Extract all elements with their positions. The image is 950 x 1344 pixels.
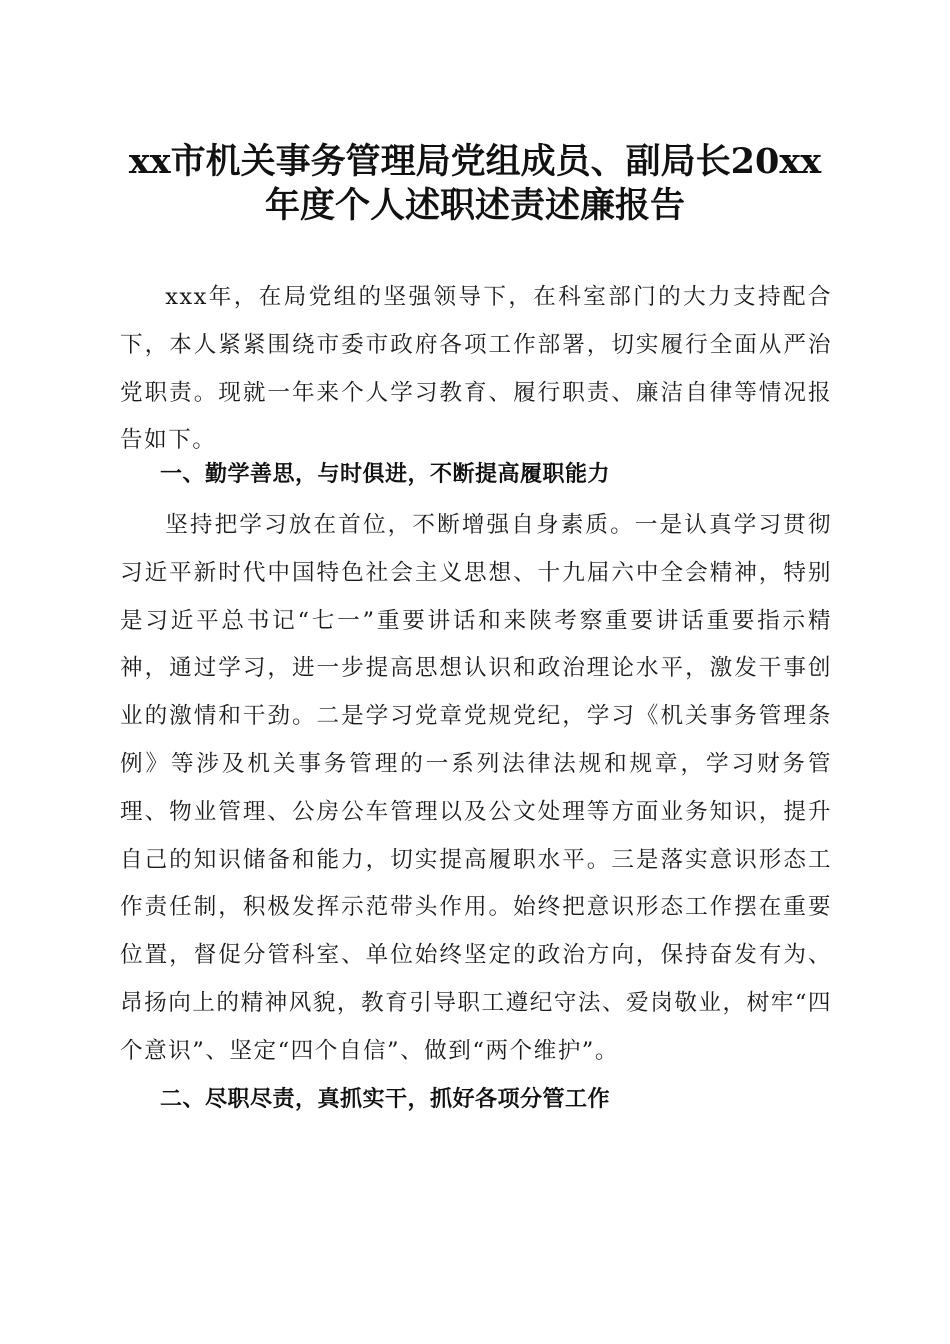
intro-paragraph: xxx年，在局党组的坚强领导下，在科室部门的大力支持配合下，本人紧紧围绕市委市政府各项工作部署，切实履行全面从严治党职责。现就一年来个人学习教育、履行职责、廉洁自律等情况报告如下。 <box>120 284 832 454</box>
section-2-heading: 二、尽职尽责，真抓实干，抓好各项分管工作 <box>160 1087 611 1112</box>
document-title-line-2: 年度个人述职述责述廉报告 <box>264 185 685 226</box>
section-1-heading: 一、勤学善思，与时俱进，不断提高履职能力 <box>160 462 611 487</box>
document-title-line-1: xx市机关事务管理局党组成员、副局长20xx <box>128 141 822 182</box>
section-1-paragraph: 坚持把学习放在首位，不断增强自身素质。一是认真学习贯彻习近平新时代中国特色社会主义思想、十九届六中全会精神，特别是习近平总书记“七一”重要讲话和来陕考察重要讲话重要指示精神，通过学习，进一步提高思想认识和政治理论水平，激发干事创业的激情和干劲。二是学习党章党规党纪，学习《机关事务管理条例》等涉及机关事务管理的一系列法律法规和规章，学习财务管理、物业管理、公房公车管理以及公文处理等方面业务知识，提升自己的知识储备和能力，切实提高履职水平。三是落实意识形态工作责任制，积极发挥示范带头作用。始终把意识形态工作摆在重要位置，督促分管科室、单位始终坚定的政治方向，保持奋发有为、昂扬向上的精神风貌，教育引导职工遵纪守法、爱岗敬业，树牢“四个意识”、坚定“四个自信”、做到“两个维护”。 <box>120 512 832 1064</box>
